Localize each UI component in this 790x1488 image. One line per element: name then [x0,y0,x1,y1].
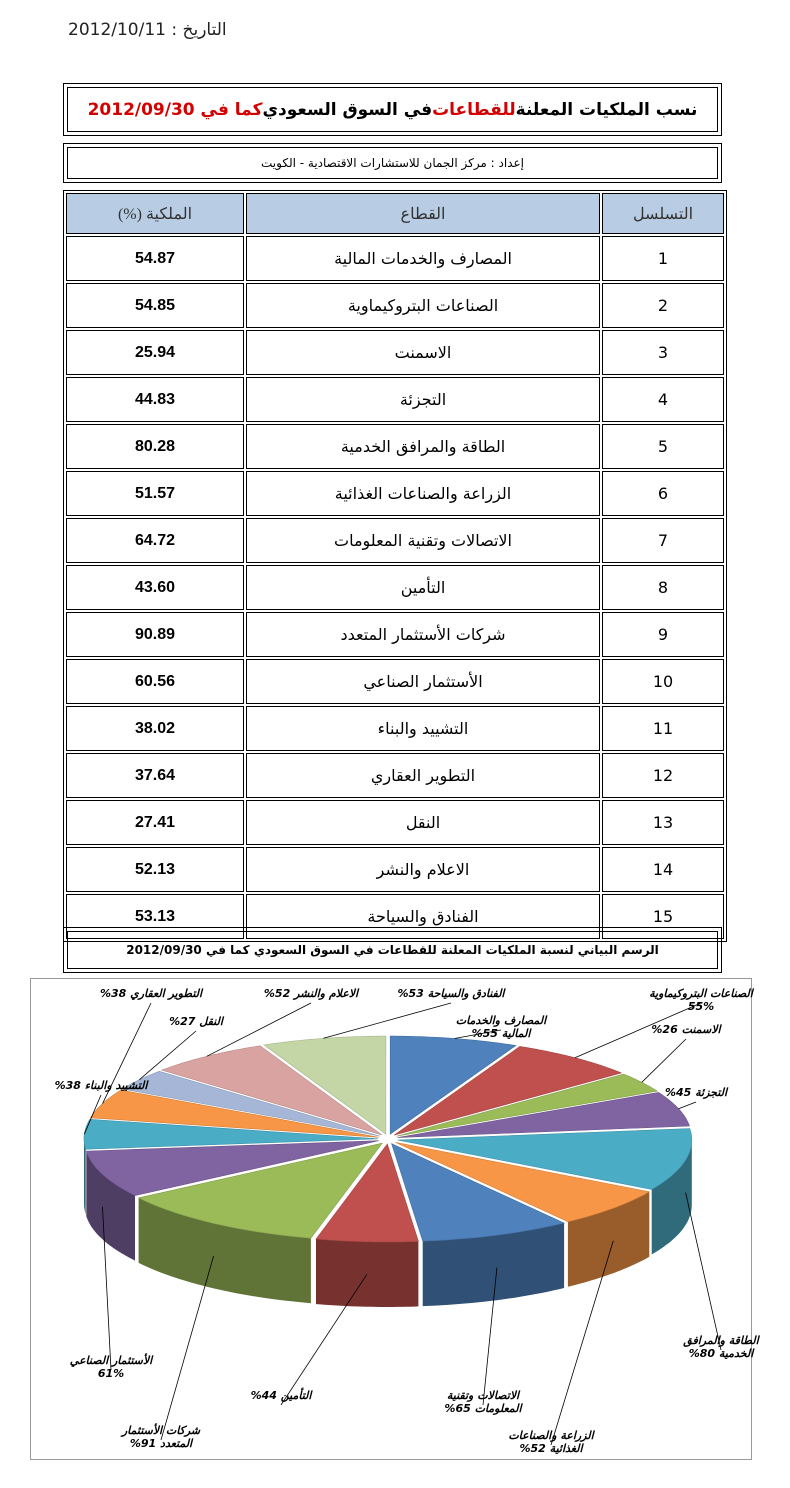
table-row [66,330,724,375]
table-row [66,471,724,516]
table-row [66,377,724,422]
row-value: 54.87 [66,236,244,281]
row-value: 54.85 [66,283,244,328]
row-serial: 10 [602,659,724,704]
slice-label: الاعلام والنشر 52% [263,987,359,1000]
row-serial: 4 [602,377,724,422]
slice-label: النقل 27% [169,1015,223,1028]
leader-line [324,1003,452,1038]
source-note [63,143,722,183]
table-row [66,659,724,704]
leader-line [686,1193,721,1351]
row-serial: 7 [602,518,724,563]
row-sector: التطوير العقاري [246,753,600,798]
slice-label: شركات الأستثمار [121,1424,201,1437]
row-sector: شركات الأستثمار المتعدد [246,612,600,657]
row-value: 38.02 [66,706,244,751]
chart-title [63,927,722,973]
slice-label: الفنادق والسياحة 53% [397,987,505,1000]
row-sector: الصناعات البتروكيماوية [246,283,600,328]
row-serial: 6 [602,471,724,516]
table-row [66,565,724,610]
leader-line [679,1102,696,1109]
row-serial: 3 [602,330,724,375]
row-sector: الفنادق والسياحة [246,894,600,939]
ownership-table [63,190,727,942]
source-text: إعداد : مركز الجمان للاستشارات الاقتصادية - الكويت [261,156,525,170]
slice-label: التشييد والبناء 38% [54,1079,148,1092]
header-serial: التسلسل [602,193,724,234]
header-sector: القطاع [246,193,600,234]
slice-label: الأستثمار الصناعي [69,1354,153,1367]
slice-label: المصارف والخدمات [455,1014,547,1027]
pie-chart [31,979,759,1459]
row-value: 37.64 [66,753,244,798]
row-serial: 9 [602,612,724,657]
row-value: 64.72 [66,518,244,563]
row-value: 44.83 [66,377,244,422]
slice-label: التطوير العقاري 38% [99,987,203,1000]
slice-label: التجزئة 45% [664,1086,728,1099]
row-value: 90.89 [66,612,244,657]
slice-label: 61% [97,1367,125,1380]
table-header-row [66,193,724,234]
title-part-3: في السوق السعودي [262,99,433,120]
slice-label: 55% [687,1000,715,1013]
table-row [66,847,724,892]
pie-chart-frame [30,978,759,1460]
table-row [66,283,724,328]
row-sector: الطاقة والمرافق الخدمية [246,424,600,469]
pie-slice-side [316,1239,418,1307]
row-sector: التأمين [246,565,600,610]
slice-label: الاتصالات وتقنية [446,1389,520,1402]
table-row [66,800,724,845]
row-value: 60.56 [66,659,244,704]
slice-label: المالية 55% [471,1027,531,1040]
header-ownership: الملكية (%) [66,193,244,234]
leader-line [642,1039,686,1082]
row-sector: الزراعة والصناعات الغذائية [246,471,600,516]
slice-label: الزراعة والصناعات [508,1429,594,1442]
row-sector: المصارف والخدمات المالية [246,236,600,281]
row-value: 25.94 [66,330,244,375]
row-serial: 12 [602,753,724,798]
row-sector: الاتصالات وتقنية المعلومات [246,518,600,563]
slice-label: الغذائية 52% [519,1442,583,1455]
slice-label: المعلومات 65% [444,1402,522,1415]
slice-label: الاسمنت 26% [651,1023,721,1036]
title-part-2: للقطاعات [432,99,516,120]
table-row [66,518,724,563]
row-value: 52.13 [66,847,244,892]
row-value: 53.13 [66,894,244,939]
page-title [63,83,722,136]
row-value: 27.41 [66,800,244,845]
row-sector: الاعلام والنشر [246,847,600,892]
pie-slice-side [84,1139,86,1214]
row-sector: التجزئة [246,377,600,422]
report-date: التاريخ : 2012/10/11 [68,20,227,40]
table-row [66,706,724,751]
row-serial: 11 [602,706,724,751]
row-value: 80.28 [66,424,244,469]
row-value: 51.57 [66,471,244,516]
slice-label: الصناعات البتروكيماوية [649,987,753,1000]
row-sector: الاسمنت [246,330,600,375]
slice-label: المتعدد 91% [129,1437,193,1450]
row-serial: 8 [602,565,724,610]
chart-title-text: الرسم البياني لنسبة الملكيات المعلنة للقطاعات في السوق السعودي كما في 2012/09/30 [126,943,659,957]
row-sector: النقل [246,800,600,845]
row-serial: 14 [602,847,724,892]
row-serial: 5 [602,424,724,469]
row-serial: 2 [602,283,724,328]
slice-label: الطاقة والمرافق [683,1334,759,1347]
leader-line [161,1256,214,1440]
title-part-1: نسب الملكيات المعلنة [515,99,698,120]
row-sector: التشييد والبناء [246,706,600,751]
row-value: 43.60 [66,565,244,610]
row-serial: 13 [602,800,724,845]
slice-label: التأمين 44% [250,1389,312,1402]
table-row [66,424,724,469]
table-row [66,236,724,281]
row-sector: الأستثمار الصناعي [246,659,600,704]
table-row [66,753,724,798]
title-part-4: كما في 2012/09/30 [87,99,263,120]
table-row [66,612,724,657]
row-serial: 1 [602,236,724,281]
row-serial: 15 [602,894,724,939]
slice-label: الخدمية 80% [688,1347,754,1360]
